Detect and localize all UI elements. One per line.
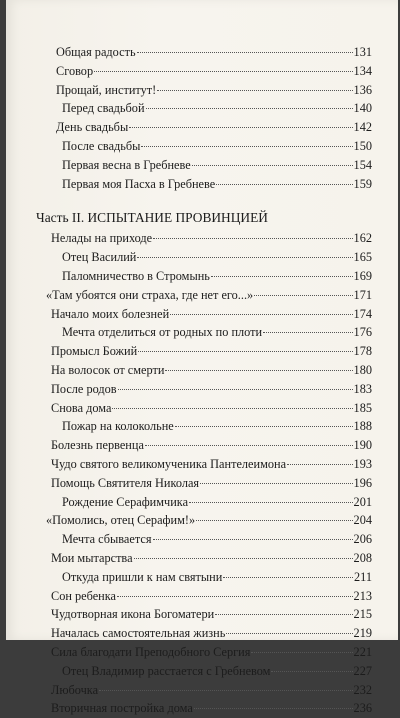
toc-entry-title: После свадьбы [62,138,141,153]
dot-leader [271,671,352,672]
dot-leader [263,332,352,333]
toc-entry-page-number: 185 [353,400,372,415]
toc-entry-page-number: 136 [353,82,372,97]
toc-entry-page-number: 196 [353,475,372,490]
toc-entry-title: Чудо святого великомученика Пантелеимона [51,456,287,471]
toc-entry-page-number: 211 [354,569,372,584]
toc-entry-title: Чудотворная икона Богоматери [51,607,215,622]
dot-leader [94,71,352,72]
dot-leader [216,184,352,185]
toc-entry [46,493,372,512]
toc-entry [46,229,372,248]
toc-entry-title: Пожар на колокольне [62,419,174,434]
dot-leader [146,108,353,109]
toc-entry [46,43,372,62]
dot-leader [192,165,353,166]
toc-entry-page-number: 201 [353,494,372,509]
toc-entry [46,587,372,606]
toc-entry-title: Начало моих болезней [51,306,170,321]
toc-entry-title: Отец Василий [62,250,137,265]
toc-entry-page-number: 169 [353,268,372,283]
dot-leader [211,276,353,277]
toc-entry-page-number: 134 [353,63,372,78]
toc-entry-page-number: 171 [353,287,372,302]
toc-entry [46,662,372,681]
toc-entry-page-number: 140 [353,101,372,116]
dot-leader [287,464,353,465]
toc-entry-title: «Там убоятся они страха, где нет его...» [46,287,254,302]
toc-entry-page-number: 178 [353,344,372,359]
dot-leader [137,257,352,258]
dot-leader [170,314,352,315]
toc-entry-page-number: 174 [353,306,372,321]
dot-leader [117,596,353,597]
dot-leader [196,520,352,521]
toc-entry-title: Нелады на приходе [51,231,153,246]
toc-entry-title: Общая радость [56,45,136,59]
toc-entry-title: Промысл Божий [51,344,138,359]
toc-entry-page-number: 221 [353,644,372,659]
dot-leader [138,351,352,352]
toc-entry-page-number: 219 [353,626,372,641]
toc-entry [46,175,372,194]
toc-entry-page-number: 213 [353,588,372,603]
toc-entry-title: Сила благодати Преподобного Сергия [51,644,251,659]
toc-entry [46,624,372,643]
toc-entry-page-number: 227 [353,663,372,678]
toc-entry [46,305,372,324]
toc-entry-title: Откуда пришли к нам святыни [62,569,223,584]
toc-entry-title: Первая моя Пасха в Гребневе [62,176,216,191]
toc-entry-page-number: 165 [353,250,372,265]
toc-entry [46,417,372,436]
toc-entry [46,549,372,568]
toc-entry-title: Перед свадьбой [62,101,145,116]
dot-leader [153,238,352,239]
toc-entry [46,156,372,175]
toc-entry [46,436,372,455]
dot-leader [175,426,353,427]
toc-entry [46,342,372,361]
dot-leader [118,389,353,390]
toc-entry-page-number: 208 [353,550,372,565]
toc-entry-title: Мечта сбывается [62,532,152,547]
toc-entry [46,568,372,587]
toc-entry [46,643,372,662]
toc-entry-page-number: 232 [353,682,372,697]
dot-leader [189,502,353,503]
toc-entry [46,137,372,156]
toc-entry-page-number: 206 [353,532,372,547]
toc-entry-title: Любочка [51,682,99,697]
part-title: Часть II. ИСПЫТАНИЕ ПРОВИНЦИЕЙ [36,210,268,226]
toc-entry [46,474,372,493]
dot-leader [254,295,352,296]
toc-entry-title: Снова дома [51,400,112,415]
dot-leader [251,652,352,653]
toc-entry-page-number: 180 [353,362,372,377]
toc-entry [46,399,372,418]
toc-entry-title: Рождение Серафимчика [62,494,189,509]
toc-entry [46,699,372,718]
toc-entry [46,248,372,267]
dot-leader [145,445,353,446]
dot-leader [134,558,353,559]
toc-entry [46,99,372,118]
toc-entry-page-number: 236 [353,701,372,716]
dot-leader [194,708,353,709]
part-heading [36,207,372,229]
toc-list-part2 [46,229,372,718]
toc-entry [46,681,372,700]
toc-entry-page-number: 188 [353,419,372,434]
toc-entry [46,380,372,399]
toc-entry-page-number: 154 [353,157,372,172]
book-page [6,0,398,716]
toc-entry-title: Первая весна в Гребневе [62,157,191,172]
toc-entry [46,323,372,342]
dot-leader [215,614,352,615]
toc-entry-title: «Помолись, отец Серафим!» [46,513,196,528]
toc-entry-title: Началась самостоятельная жизнь [51,626,226,641]
toc-entry-title: Мои мытарства [51,550,133,565]
toc-entry-title: Паломничество в Стромынь [62,268,210,283]
toc-entry-title: Помощь Святителя Николая [51,475,200,490]
toc-entry-page-number: 131 [353,45,372,59]
dot-leader [157,90,352,91]
toc-entry [46,455,372,474]
toc-entry [46,81,372,100]
toc-entry-title: Сон ребенка [51,588,116,603]
toc-entry [46,267,372,286]
toc-list-part1 [46,43,372,193]
dot-leader [153,539,353,540]
dot-leader [137,52,353,53]
dot-leader [112,408,352,409]
dot-leader [226,633,352,634]
toc-entry [46,118,372,137]
toc-entry [46,361,372,380]
dot-leader [99,690,353,691]
toc-entry [46,530,372,549]
toc-entry-page-number: 142 [353,120,372,135]
toc-entry-title: Вторичная постройка дома [51,701,193,716]
toc-entry-title: Сговор [56,63,94,78]
table-of-contents [36,43,372,718]
dot-leader [200,483,352,484]
toc-entry-page-number: 162 [353,231,372,246]
toc-entry-page-number: 183 [353,381,372,396]
toc-entry-page-number: 204 [353,513,372,528]
dot-leader [141,146,352,147]
toc-entry-page-number: 193 [353,456,372,471]
toc-entry [46,62,372,81]
toc-entry [46,605,372,624]
toc-entry [46,511,372,530]
toc-entry-page-number: 190 [353,438,372,453]
dot-leader [165,370,352,371]
toc-entry-title: Прощай, институт! [56,82,157,97]
toc-entry-page-number: 159 [353,176,372,191]
dot-leader [129,127,352,128]
toc-entry-title: Отец Владимир расстается с Гребневом [62,663,271,678]
toc-entry-page-number: 215 [353,607,372,622]
toc-entry-page-number: 176 [353,325,372,340]
toc-entry-title: На волосок от смерти [51,362,165,377]
toc-entry-page-number: 150 [353,138,372,153]
toc-entry-title: День свадьбы [56,120,129,135]
dot-leader [223,577,353,578]
toc-entry [46,286,372,305]
toc-entry-title: Болезнь первенца [51,438,144,453]
toc-entry-title: После родов [51,381,117,396]
toc-entry-title: Мечта отделиться от родных по плоти [62,325,263,340]
